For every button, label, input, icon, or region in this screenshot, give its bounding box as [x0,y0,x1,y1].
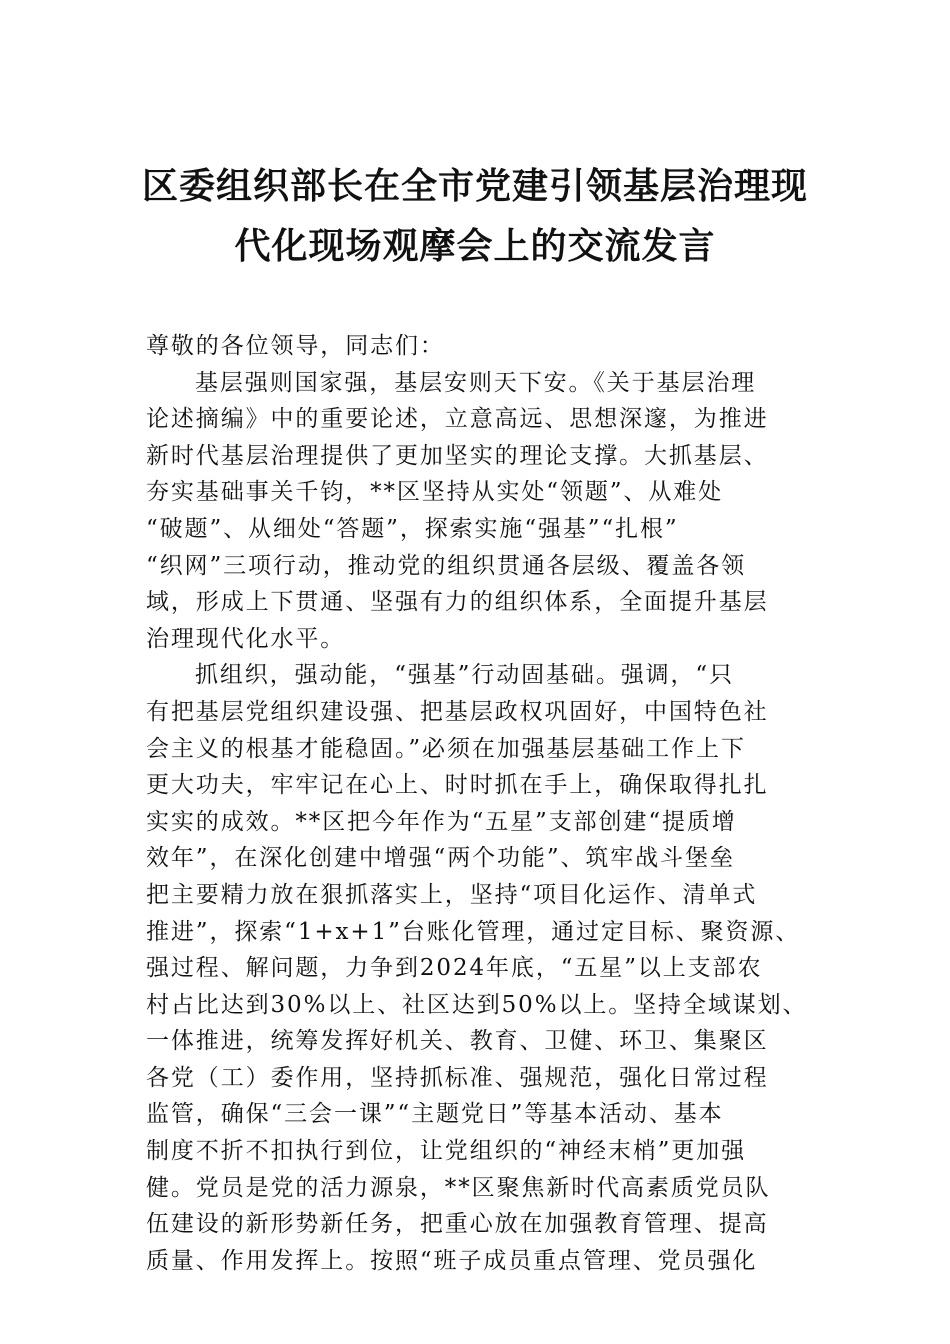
paragraph-2-line: 伍建设的新形势新任务，把重心放在加强教育管理、提高 [146,1211,769,1238]
paragraph-2-line: 推进”，探索“1+x+1”台账化管理，通过定目标、聚资源、 [146,918,801,945]
paragraph-1-line: 夯实基础事关千钧，**区坚持从实处“领题”、从难处 [146,479,724,506]
paragraph-1-line: 域，形成上下贯通、坚强有力的组织体系，全面提升基层 [146,589,769,616]
paragraph-2-line: 各党（工）委作用，坚持抓标准、强规范，强化日常过程 [146,1064,769,1091]
paragraph-2-line: 村占比达到30%以上、社区达到50%以上。坚持全域谋划、 [146,991,808,1018]
paragraph-1-line: “破题”、从细处“答题”，探索实施“强基”“扎根” [146,515,679,542]
document-title-line-1: 区委组织部长在全市党建引领基层治理现 [141,165,808,207]
paragraph-2-line: 监管，确保“三会一课”“主题党日”等基本活动、基本 [146,1101,724,1128]
paragraph-2-line: 健。党员是党的活力源泉，**区聚焦新时代高素质党员队 [146,1174,771,1201]
paragraph-2-line: 把主要精力放在狠抓落实上，坚持“项目化运作、清单式 [146,881,758,908]
paragraph-2-line: 效年”，在深化创建中增强“两个功能”、筑牢战斗堡垒 [146,845,735,872]
paragraph-2-line: 强过程、解问题，力争到2024年底，“五星”以上支部农 [146,955,763,982]
document-title-line-2: 代化现场观摩会上的交流发言 [234,225,716,267]
salutation: 尊敬的各位领导，同志们： [146,333,445,359]
paragraph-1-line: 论述摘编》中的重要论述，立意高远、思想深邃，为推进 [146,406,769,433]
paragraph-2-line: 制度不折不扣执行到位，让党组织的“神经末梢”更加强 [146,1138,747,1165]
paragraph-2-line: 实实的成效。**区把今年作为“五星”支部创建“提质增 [146,808,737,835]
paragraph-1-line: 基层强则国家强，基层安则天下安。《关于基层治理 [195,369,757,396]
paragraph-1-line: 治理现代化水平。 [146,625,346,652]
paragraph-1-line: “织网”三项行动，推动党的组织贯通各层级、覆盖各领 [146,552,747,579]
paragraph-2-line: 有把基层党组织建设强、把基层政权巩固好，中国特色社 [146,698,769,725]
paragraph-2-line: 会主义的根基才能稳固。”必须在加强基层基础工作上下 [146,735,746,762]
paragraph-2-line: 更大功夫，牢牢记在心上、时时抓在手上，确保取得扎扎 [146,772,769,799]
paragraph-2-line: 一体推进，统筹发挥好机关、教育、卫健、环卫、集聚区 [146,1028,769,1055]
paragraph-2-line: 质量、作用发挥上。按照“班子成员重点管理、党员强化 [146,1247,758,1274]
paragraph-1-line: 新时代基层治理提供了更加坚实的理论支撑。大抓基层、 [146,442,769,469]
paragraph-2-line: 抓组织，强动能，“强基”行动固基础。强调，“只 [195,662,734,689]
document-body [146,328,826,1279]
